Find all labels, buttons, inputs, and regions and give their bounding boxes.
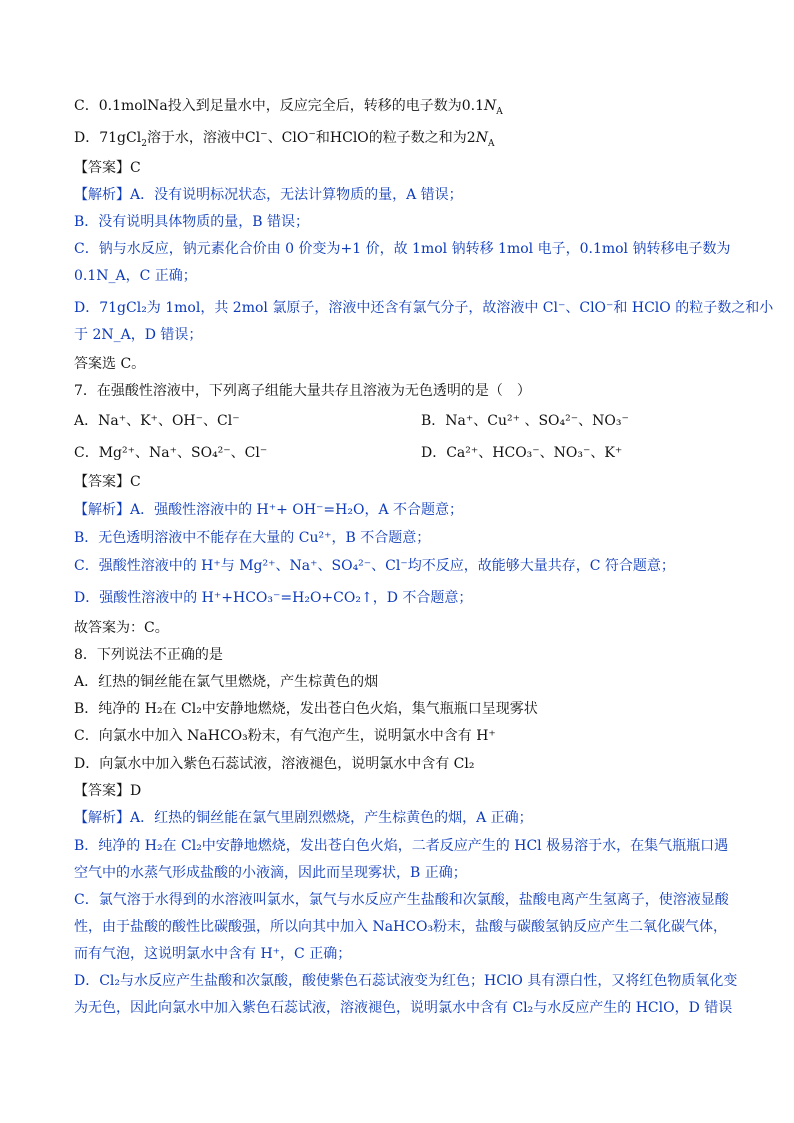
q7-analysis-line: C．强酸性溶液中的 H⁺与 Mg²⁺、Na⁺、SO₄²⁻、Cl⁻均不反应，故能够大量共存，C 符合题意； [74, 558, 675, 574]
q8-analysis-line: 为无色，因此向氯水中加入紫色石蕊试液，溶液褪色，说明氯水中含有 Cl₂与水反应产生的 HClO，D 错误 [74, 1000, 733, 1016]
q7-analysis-line: 【解析】A．强酸性溶液中的 H⁺+ OH⁻=H₂O，A 不合题意； [74, 502, 464, 518]
q6-option-c: C．0.1molNa投入到足量水中，反应完全后，转移的电子数为$0.1N_A$ [74, 98, 503, 117]
q7-answer: 【答案】C [74, 474, 141, 490]
q8-analysis-line: 空气中的水蒸气形成盐酸的小液滴，因此而呈现雾状，B 正确； [74, 865, 467, 881]
q7-options-row-1 [74, 411, 720, 431]
q7-option-b: B．Na⁺、Cu²⁺ 、SO₄²⁻、NO₃⁻ [421, 413, 629, 429]
q8-analysis-line: 【解析】A．红热的铜丝能在氯气里剧烈燃烧，产生棕黄色的烟，A 正确； [74, 810, 533, 826]
q7-conclusion: 故答案为：C。 [74, 620, 169, 636]
q8-analysis-line: B．纯净的 H₂在 Cl₂中安静地燃烧，发出苍白色火焰，二者反应产生的 HCl 极易溶于水，在集气瓶瓶口遇 [74, 838, 729, 854]
q7-option-c: C．Mg²⁺、Na⁺、SO₄²⁻、Cl⁻ [74, 445, 268, 461]
q8-analysis-line: 而有气泡，这说明氯水中含有 H⁺，C 正确； [74, 946, 352, 962]
q8-stem: 8．下列说法不正确的是 [74, 647, 223, 663]
q7-analysis-line: D．强酸性溶液中的 H⁺+HCO₃⁻=H₂O+CO₂↑，D 不合题意； [74, 590, 473, 606]
q6-analysis-line: 0.1N_A，C 正确； [74, 268, 197, 284]
q8-analysis-line: 性，由于盐酸的酸性比碳酸强，所以向其中加入 NaHCO₃粉末，盐酸与碳酸氢钠反应产生二氧化碳气体， [74, 919, 728, 935]
q7-option-a: A．Na⁺、K⁺、OH⁻、Cl⁻ [74, 413, 240, 429]
q7-option-d: D．Ca²⁺、HCO₃⁻、NO₃⁻、K⁺ [421, 445, 623, 461]
q7-options-row-2 [74, 443, 720, 463]
q8-option: B．纯净的 H₂在 Cl₂中安静地燃烧，发出苍白色火焰，集气瓶瓶口呈现雾状 [74, 701, 538, 717]
q6-analysis-line: 于 2N_A，D 错误； [74, 327, 203, 343]
q6-analysis-line: C．钠与水反应，钠元素化合价由 0 价变为+1 价，故 1mol 钠转移 1mol 电子，0.1mol 钠转移电子数为 [74, 241, 731, 257]
q6-option-d: D．71gCl$_2$溶于水，溶液中Cl−、ClO−和HClO的粒子数之和为$2N_A$ [74, 129, 495, 149]
q8-analysis-line: D．Cl₂与水反应产生盐酸和次氯酸，酸使紫色石蕊试液变为红色；HClO 具有漂白性，又将红色物质氧化变 [74, 973, 738, 989]
q6-analysis-line: 【解析】A．没有说明标况状态，无法计算物质的量，A 错误； [74, 187, 463, 203]
q6-analysis-line: B．没有说明具体物质的量，B 错误； [74, 214, 310, 230]
q6-analysis-line: D．71gCl₂为 1mol，共 2mol 氯原子，溶液中还含有氯气分子，故溶液中 Cl⁻、ClO⁻和 HClO 的粒子数之和小 [74, 300, 774, 316]
q6-conclusion: 答案选 C。 [74, 356, 146, 372]
q7-stem: 7．在强酸性溶液中，下列离子组能大量共存且溶液为无色透明的是（ ） [74, 383, 531, 399]
q6-answer: 【答案】C [74, 160, 141, 176]
q8-option: A．红热的铜丝能在氯气里燃烧，产生棕黄色的烟 [74, 674, 379, 690]
q8-answer: 【答案】D [74, 783, 142, 799]
q8-option: D．向氯水中加入紫色石蕊试液，溶液褪色，说明氯水中含有 Cl₂ [74, 756, 475, 772]
q8-option: C．向氯水中加入 NaHCO₃粉末，有气泡产生，说明氯水中含有 H⁺ [74, 728, 496, 744]
q7-analysis-line: B．无色透明溶液中不能存在大量的 Cu²⁺，B 不合题意； [74, 530, 431, 546]
q8-analysis-line: C．氯气溶于水得到的水溶液叫氯水，氯气与水反应产生盐酸和次氯酸，盐酸电离产生氢离子，使溶液显酸 [74, 892, 729, 908]
